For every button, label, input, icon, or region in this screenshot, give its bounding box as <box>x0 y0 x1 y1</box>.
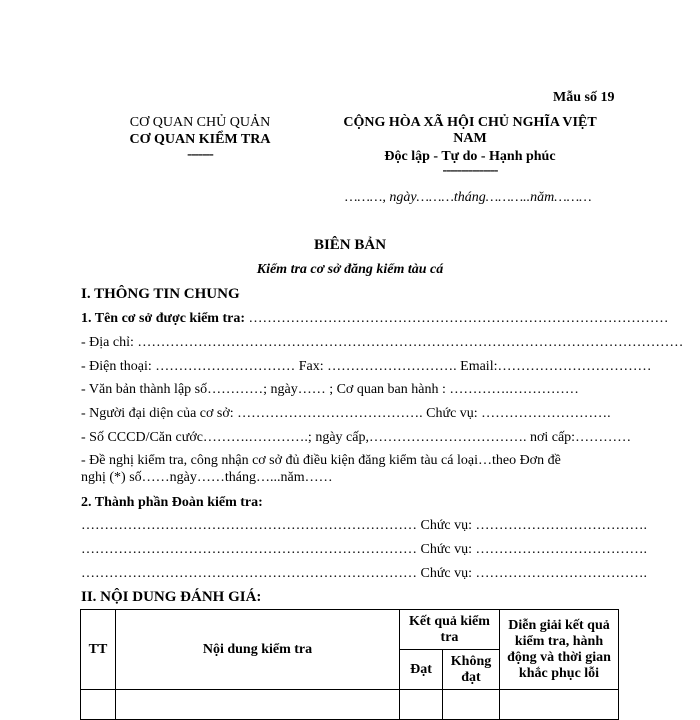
right-header-republic: CỘNG HÒA XÃ HỘI CHỦ NGHĨA VIỆT <box>343 115 597 130</box>
document-subtitle: Kiểm tra cơ sở đăng kiểm tàu cá <box>256 262 444 277</box>
table-row-cell <box>81 690 116 720</box>
inspection-request-line: - Đề nghị kiểm tra, công nhận cơ sở đủ điều kiện đăng kiểm tàu cá loại…theo Đơn đề <box>81 453 561 468</box>
right-header-rule: --------------- <box>442 163 498 178</box>
inspection-request-line-cont: nghị (*) số……ngày……tháng…...năm…… <box>81 470 333 485</box>
facility-name-blank: ……………………………………………………………………………… <box>248 311 669 326</box>
team-member-line: ……………………………………………………………… Chức vụ: ………………………………. <box>81 518 648 533</box>
date-line: ………, ngày………tháng………..năm……… <box>345 190 592 205</box>
table-header-result <box>400 610 500 650</box>
table-header-fail <box>443 650 500 690</box>
table-header-result-line2: tra <box>440 629 459 645</box>
facility-name-line <box>81 311 669 327</box>
left-header-agency: CƠ QUAN CHỦ QUẢN <box>129 115 271 130</box>
representative-line: - Người đại diện của cơ sở: …………………………………. Chức vụ: ………………………. <box>81 406 611 421</box>
table-header-fail-line2: đạt <box>461 669 481 685</box>
team-member-line: ……………………………………………………………… Chức vụ: ………………………………. <box>81 566 648 581</box>
assessment-table <box>80 609 619 720</box>
table-row-cell <box>500 690 619 720</box>
contact-line: - Điện thoại: ………………………… Fax: ………………………. Email:…………………………… <box>81 359 652 374</box>
establishment-decision-line: - Văn bản thành lập số…………; ngày…… ; Cơ quan ban hành : ………….…………… <box>81 382 579 397</box>
table-header-explanation <box>500 610 619 690</box>
table-header-explanation-line: Diễn giải kết quả <box>508 617 610 633</box>
form-number: Mẫu số 19 <box>553 90 615 105</box>
table-header-tt: TT <box>81 610 116 690</box>
table-header-fail-line1: Không <box>450 653 492 669</box>
table-header-explanation-line: khắc phục lỗi <box>518 665 600 681</box>
table-row-cell <box>400 690 443 720</box>
right-header-motto: Độc lập - Tự do - Hạnh phúc <box>384 149 556 164</box>
right-header-republic-cont: NAM <box>453 131 487 146</box>
table-header-explanation-line: kiểm tra, hành <box>514 633 604 649</box>
table-header-explanation-line: động và thời gian <box>507 649 611 665</box>
table-header-pass: Đạt <box>400 650 443 690</box>
document-title: BIÊN BẢN <box>313 237 387 253</box>
team-member-line: ……………………………………………………………… Chức vụ: ………………………………. <box>81 542 648 557</box>
left-header-inspection-agency: CƠ QUAN KIỂM TRA <box>129 132 271 147</box>
section-assessment-heading: II. NỘI DUNG ĐÁNH GIÁ: <box>81 589 262 605</box>
id-card-line: - Số CCCD/Căn cước……….………….; ngày cấp,……………………………. nơi cấp:………… <box>81 430 632 445</box>
facility-name-label: 1. Tên cơ sở được kiểm tra: <box>81 311 249 326</box>
left-header-rule: ------- <box>187 147 213 162</box>
inspection-team-heading: 2. Thành phần Đoàn kiểm tra: <box>81 495 263 510</box>
address-line: - Địa chỉ: ……………………………………………………………………………………………………… <box>81 335 684 350</box>
table-header-content: Nội dung kiểm tra <box>116 610 400 690</box>
table-header-result-line1: Kết quả kiểm <box>409 613 490 629</box>
table-row-cell <box>116 690 400 720</box>
table-row-cell <box>443 690 500 720</box>
section-general-info-heading: I. THÔNG TIN CHUNG <box>81 286 240 302</box>
